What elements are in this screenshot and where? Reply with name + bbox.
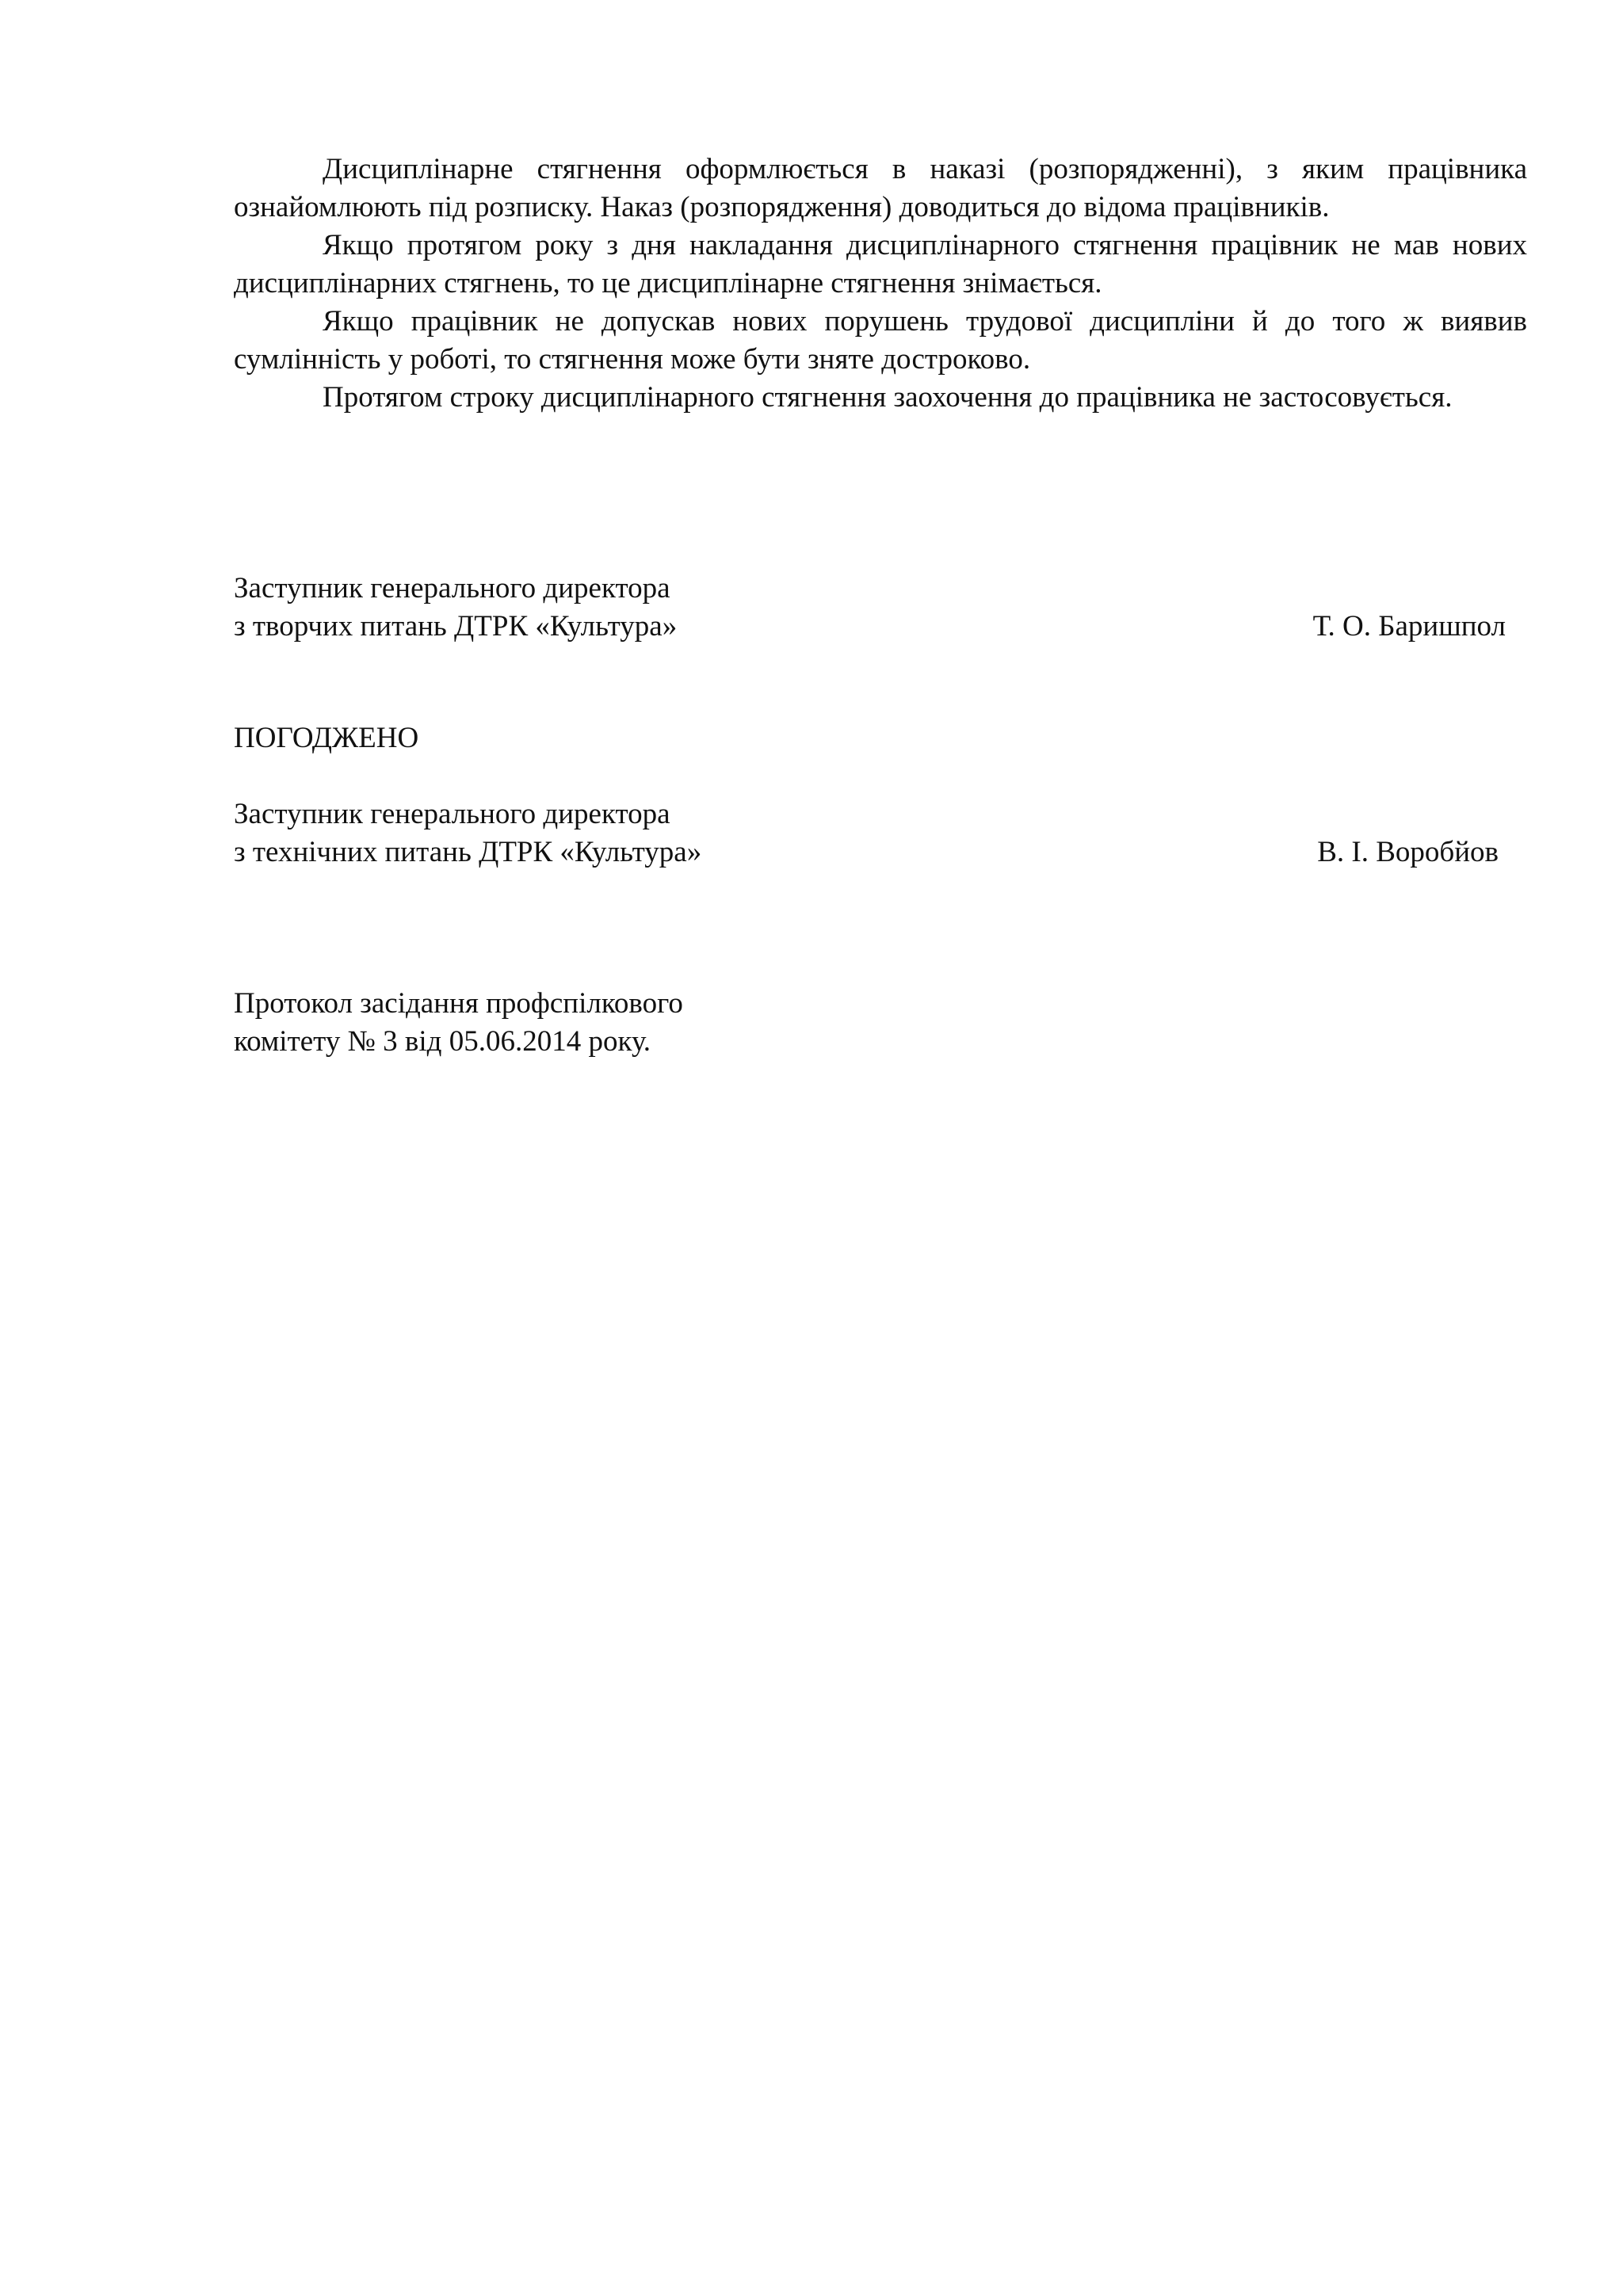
- approval-title-line-2: з технічних питань ДТРК «Культура»: [234, 836, 702, 868]
- signature-1-title-line-1: Заступник генерального директора: [234, 572, 670, 605]
- signature-1-title-line-2: з творчих питань ДТРК «Культура»: [234, 610, 678, 643]
- approval-title-line-1: Заступник генерального директора: [234, 798, 670, 830]
- paragraph-1: Дисциплінарне стягнення оформлюється в наказі (розпорядженні), з яким працівника ознайомлюють під розписку. Наказ (розпорядження) доводиться до відома працівників.: [234, 153, 1527, 223]
- protocol-line-2: комітету № 3 від 05.06.2014 року.: [234, 1025, 651, 1058]
- protocol-line-1: Протокол засідання профспілкового: [234, 987, 683, 1020]
- paragraph-2: Якщо протягом року з дня накладання дисциплінарного стягнення працівник не мав нових дисциплінарних стягнень, то це дисциплінарне стягнення знімається.: [234, 229, 1527, 299]
- paragraph-4: Протягом строку дисциплінарного стягнення заохочення до працівника не застосовується.: [323, 381, 1453, 414]
- approval-label: ПОГОДЖЕНО: [234, 722, 419, 754]
- signature-1-name: Т. О. Баришпол: [1312, 610, 1506, 643]
- body-text: [234, 151, 1527, 417]
- paragraph-3: Якщо працівник не допускав нових порушень трудової дисципліни й до того ж виявив сумлінність у роботі, то стягнення може бути зняте достроково.: [234, 305, 1527, 376]
- approval-name: В. І. Воробйов: [1317, 836, 1499, 868]
